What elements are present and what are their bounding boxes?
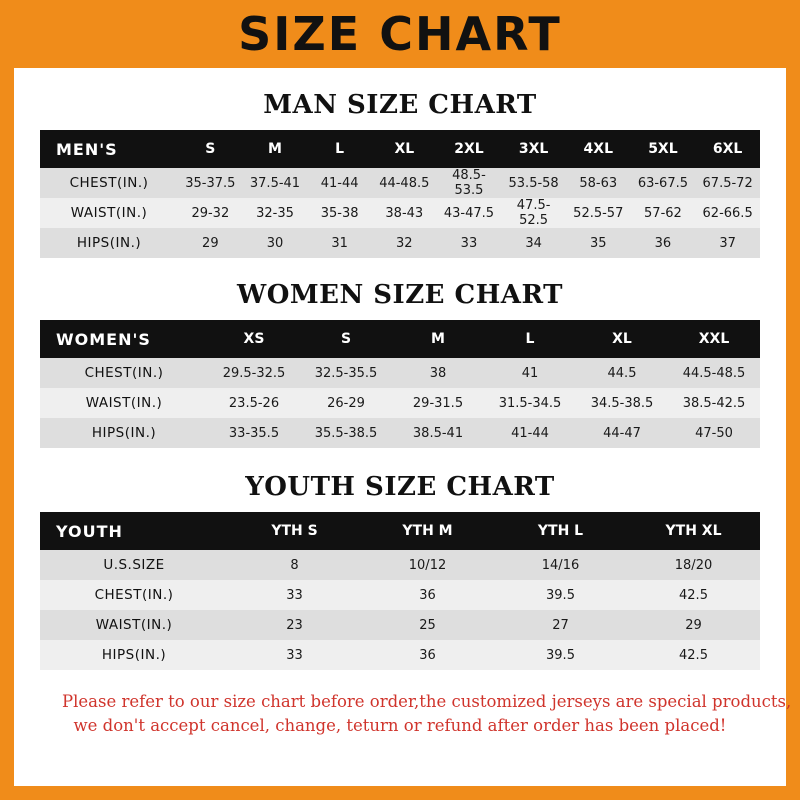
table-row — [40, 168, 760, 198]
cell: 53.5-58 — [501, 168, 566, 198]
cell: 41-44 — [307, 168, 372, 198]
col-header: M — [392, 320, 484, 358]
cell: 41-44 — [484, 418, 576, 448]
col-header: XL — [372, 130, 437, 168]
cell: 34.5-38.5 — [576, 388, 668, 418]
table-header-row — [40, 512, 760, 550]
cell: 32 — [372, 228, 437, 258]
footer-note-line-2: we don't accept cancel, change, teturn or refund after order has been placed! — [73, 715, 727, 735]
row-label: WAIST(IN.) — [40, 610, 228, 640]
col-header: 3XL — [501, 130, 566, 168]
col-header: YTH XL — [627, 512, 760, 550]
cell: 38-43 — [372, 198, 437, 228]
table-row — [40, 228, 760, 258]
section-title-women: WOMEN SIZE CHART — [237, 280, 563, 310]
cell: 31.5-34.5 — [484, 388, 576, 418]
row-label: HIPS(IN.) — [40, 640, 228, 670]
cell: 44.5-48.5 — [668, 358, 760, 388]
cell: 18/20 — [627, 550, 760, 580]
page-title: SIZE CHART — [238, 7, 562, 61]
table-header-row — [40, 320, 760, 358]
cell: 38 — [392, 358, 484, 388]
table-row — [40, 550, 760, 580]
youth-size-table — [40, 512, 760, 670]
col-header: XL — [576, 320, 668, 358]
bottom-accent-band — [0, 786, 800, 800]
cell: 37.5-41 — [243, 168, 308, 198]
col-header: 5XL — [631, 130, 696, 168]
cell: 41 — [484, 358, 576, 388]
col-header: L — [307, 130, 372, 168]
cell: 39.5 — [494, 580, 627, 610]
cell: 63-67.5 — [631, 168, 696, 198]
cell: 58-63 — [566, 168, 631, 198]
col-header: YTH S — [228, 512, 361, 550]
cell: 35-38 — [307, 198, 372, 228]
cell: 47-50 — [668, 418, 760, 448]
cell: 44.5 — [576, 358, 668, 388]
table-row — [40, 640, 760, 670]
table-row — [40, 580, 760, 610]
women-corner-label: WOMEN'S — [40, 320, 208, 358]
cell: 47.5-52.5 — [501, 198, 566, 228]
row-label: WAIST(IN.) — [40, 198, 178, 228]
cell: 33 — [437, 228, 502, 258]
cell: 35-37.5 — [178, 168, 243, 198]
women-table-body — [40, 358, 760, 448]
cell: 42.5 — [627, 580, 760, 610]
cell: 29 — [178, 228, 243, 258]
cell: 37 — [695, 228, 760, 258]
section-title-youth: YOUTH SIZE CHART — [245, 472, 555, 502]
man-table-head — [40, 130, 760, 168]
cell: 43-47.5 — [437, 198, 502, 228]
cell: 29-31.5 — [392, 388, 484, 418]
row-label: CHEST(IN.) — [40, 168, 178, 198]
cell: 26-29 — [300, 388, 392, 418]
man-table-body — [40, 168, 760, 258]
col-header: 4XL — [566, 130, 631, 168]
youth-corner-label: YOUTH — [40, 512, 228, 550]
table-row — [40, 610, 760, 640]
col-header: 2XL — [437, 130, 502, 168]
cell: 25 — [361, 610, 494, 640]
cell: 8 — [228, 550, 361, 580]
chart-content — [14, 90, 792, 738]
col-header: XXL — [668, 320, 760, 358]
header-band — [0, 0, 800, 68]
cell: 30 — [243, 228, 308, 258]
women-size-table — [40, 320, 760, 448]
col-header: YTH L — [494, 512, 627, 550]
cell: 36 — [631, 228, 696, 258]
section-title-man: MAN SIZE CHART — [263, 90, 537, 120]
cell: 23.5-26 — [208, 388, 300, 418]
cell: 67.5-72 — [695, 168, 760, 198]
cell: 44-48.5 — [372, 168, 437, 198]
cell: 27 — [494, 610, 627, 640]
cell: 29 — [627, 610, 760, 640]
cell: 42.5 — [627, 640, 760, 670]
table-row — [40, 198, 760, 228]
table-row — [40, 388, 760, 418]
cell: 14/16 — [494, 550, 627, 580]
cell: 36 — [361, 640, 494, 670]
col-header: YTH M — [361, 512, 494, 550]
cell: 10/12 — [361, 550, 494, 580]
row-label: HIPS(IN.) — [40, 228, 178, 258]
cell: 39.5 — [494, 640, 627, 670]
cell: 44-47 — [576, 418, 668, 448]
cell: 31 — [307, 228, 372, 258]
row-label: CHEST(IN.) — [40, 580, 228, 610]
col-header: XS — [208, 320, 300, 358]
cell: 48.5-53.5 — [437, 168, 502, 198]
footer-note — [40, 690, 792, 738]
cell: 34 — [501, 228, 566, 258]
cell: 38.5-42.5 — [668, 388, 760, 418]
cell: 33-35.5 — [208, 418, 300, 448]
cell: 52.5-57 — [566, 198, 631, 228]
cell: 57-62 — [631, 198, 696, 228]
col-header: 6XL — [695, 130, 760, 168]
cell: 32.5-35.5 — [300, 358, 392, 388]
cell: 33 — [228, 640, 361, 670]
youth-table-body — [40, 550, 760, 670]
table-row — [40, 358, 760, 388]
cell: 35 — [566, 228, 631, 258]
cell: 29-32 — [178, 198, 243, 228]
cell: 35.5-38.5 — [300, 418, 392, 448]
cell: 32-35 — [243, 198, 308, 228]
table-row — [40, 418, 760, 448]
cell: 33 — [228, 580, 361, 610]
row-label: WAIST(IN.) — [40, 388, 208, 418]
col-header: M — [243, 130, 308, 168]
cell: 23 — [228, 610, 361, 640]
col-header: S — [178, 130, 243, 168]
man-corner-label: MEN'S — [40, 130, 178, 168]
cell: 29.5-32.5 — [208, 358, 300, 388]
man-size-table — [40, 130, 760, 258]
cell: 62-66.5 — [695, 198, 760, 228]
table-header-row — [40, 130, 760, 168]
youth-table-head — [40, 512, 760, 550]
col-header: L — [484, 320, 576, 358]
women-table-head — [40, 320, 760, 358]
cell: 38.5-41 — [392, 418, 484, 448]
row-label: HIPS(IN.) — [40, 418, 208, 448]
row-label: U.S.SIZE — [40, 550, 228, 580]
cell: 36 — [361, 580, 494, 610]
col-header: S — [300, 320, 392, 358]
row-label: CHEST(IN.) — [40, 358, 208, 388]
footer-note-line-1: Please refer to our size chart before order,the customized jerseys are special products, — [62, 692, 792, 711]
